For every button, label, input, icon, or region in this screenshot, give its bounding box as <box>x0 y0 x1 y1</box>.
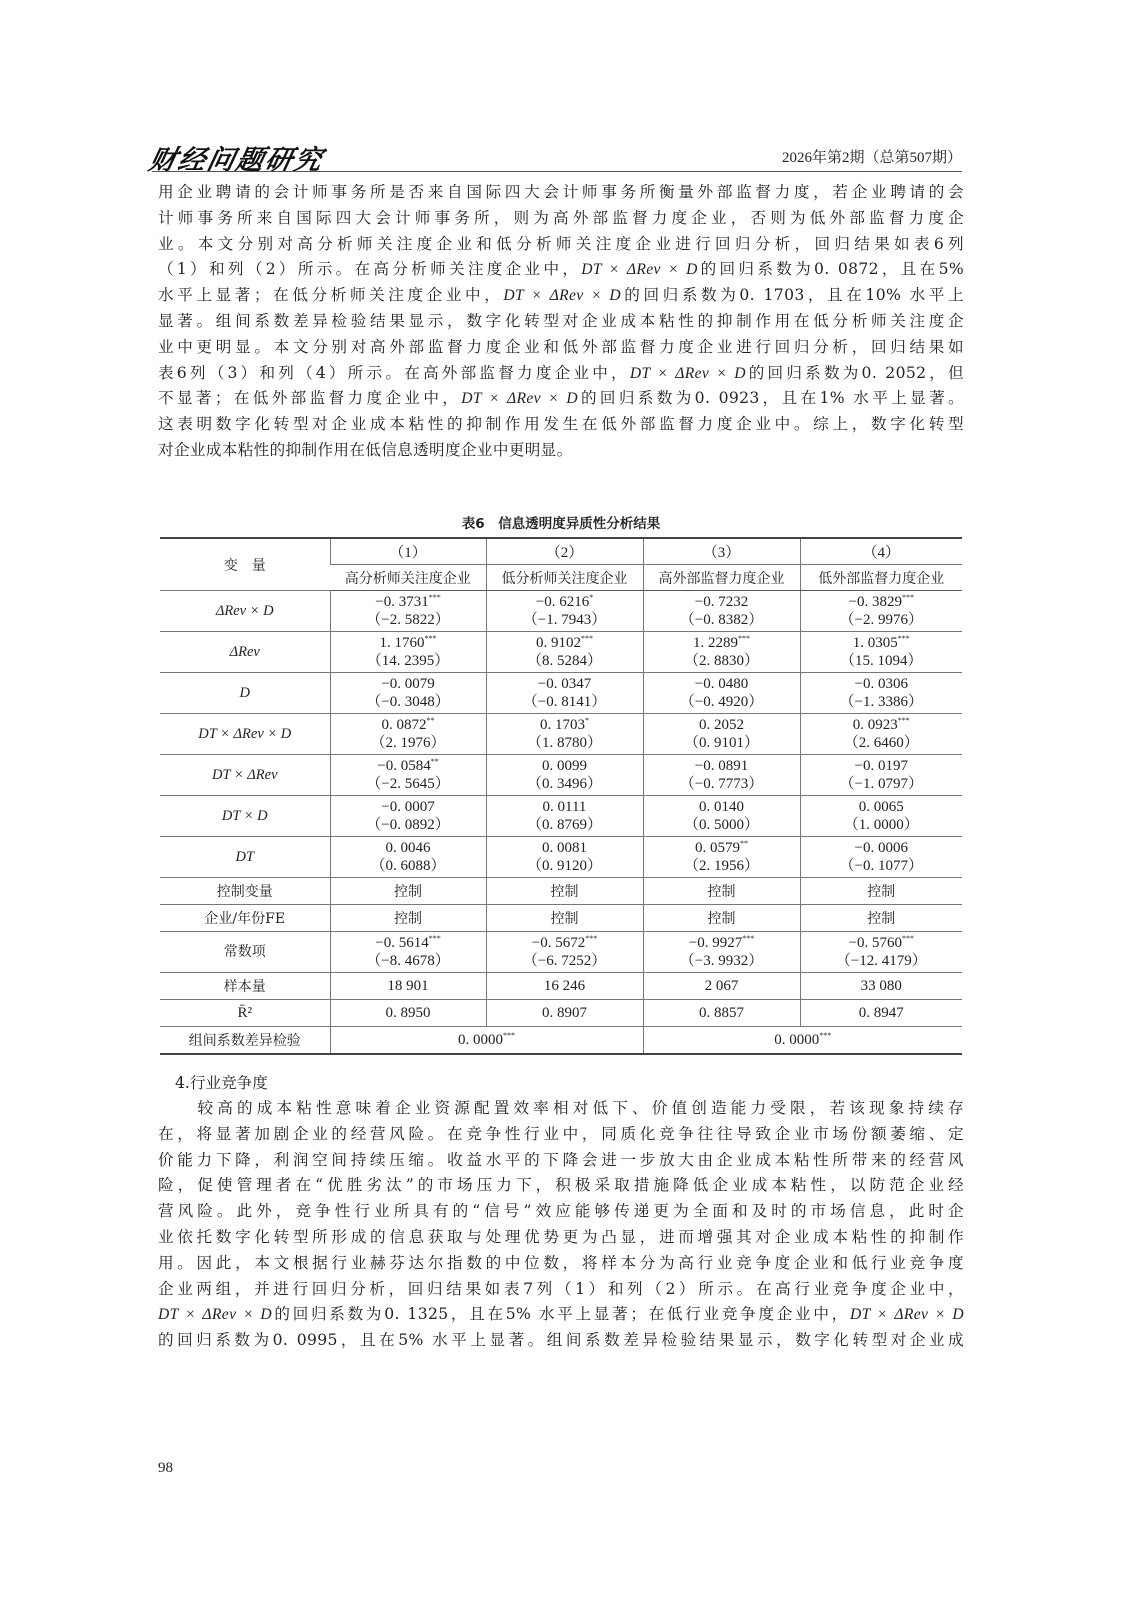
coef-cell <box>330 755 486 796</box>
table-row-diff-test <box>160 1027 962 1055</box>
text-segment: 显著。组间系数差异检验结果显示，数字化转型对企业成本粘性的抑制作用在低分析师关注度企 <box>158 311 964 330</box>
coef-value: −0. 3829 <box>848 594 902 610</box>
coef-cell <box>643 932 800 973</box>
coef-value: 0. 9102 <box>536 635 581 651</box>
value-cell: 0. 8947 <box>800 1000 962 1027</box>
column-group: 高外部监督力度企业 <box>643 565 800 591</box>
coef-value: 0. 2052 <box>699 717 744 733</box>
text-line <box>158 180 964 206</box>
coef-value: 0. 0923 <box>852 717 898 733</box>
coefficient <box>487 675 643 693</box>
t-statistic: （0. 9120） <box>526 858 602 874</box>
text-segment: 业中更明显。本文分别对高外部监督力度企业和低外部监督力度企业进行回归分析，回归结果如 <box>158 337 964 356</box>
text-line <box>158 232 964 258</box>
table-row <box>160 905 962 932</box>
t-statistic: （−0. 8382） <box>679 612 764 628</box>
significance-stars: *** <box>897 634 910 643</box>
math-expression: DT × ΔRev × D <box>503 287 622 305</box>
coef-value: −0. 0584 <box>377 758 431 774</box>
table-row-constant <box>160 932 962 973</box>
table-row <box>160 837 962 878</box>
significance-stars: *** <box>819 1030 832 1040</box>
table-row <box>160 714 962 755</box>
coefficient <box>487 839 643 857</box>
coef-value: 1. 1760 <box>379 635 425 651</box>
t-statistic: （2. 1976） <box>370 735 446 751</box>
significance-stars: * <box>589 593 594 602</box>
coef-value: 0. 0140 <box>699 799 744 815</box>
column-number: （4） <box>800 538 962 565</box>
text-line <box>158 361 964 387</box>
coefficient <box>644 593 800 611</box>
t-statistic: （−2. 5822） <box>366 612 450 628</box>
coef-cell <box>643 673 800 714</box>
math-expression: DT × ΔRev × D <box>158 1306 273 1324</box>
text-line <box>158 1277 964 1303</box>
text-segment: 营风险。此外，竞争性行业所具有的“信号”效应能够传递更为全面和及时的市场信息，此时企 <box>158 1202 964 1221</box>
math-expression: DT × ΔRev × D <box>581 261 698 279</box>
coef-value: 0. 0111 <box>542 799 587 815</box>
coef-value: −0. 5614 <box>375 935 429 951</box>
variable-label: DT × D <box>160 796 330 837</box>
coefficient <box>801 798 963 816</box>
diff-value: 0. 0000 <box>458 1031 503 1048</box>
control-cell: 控制 <box>800 905 962 932</box>
text-line <box>158 412 964 438</box>
column-number: （1） <box>330 538 486 565</box>
coefficient <box>331 798 486 816</box>
coef-cell <box>486 591 643 632</box>
control-cell: 控制 <box>330 878 486 905</box>
text-line <box>158 1173 964 1199</box>
section-heading: 4.行业竞争度 <box>175 1074 268 1092</box>
text-segment: 的回归系数为0. 1703，且在10% 水平上 <box>621 286 965 305</box>
t-statistic: （−12. 4179） <box>835 953 927 969</box>
t-statistic: （−0. 0892） <box>366 817 450 833</box>
text-segment: 用企业聘请的会计师事务所是否来自国际四大会计师事务所衡量外部监督力度，若企业聘请的会 <box>158 183 964 201</box>
significance-stars: ** <box>426 716 435 725</box>
control-cell: 控制 <box>643 878 800 905</box>
variable-label: 常数项 <box>160 932 330 973</box>
text-segment: 不显著；在低外部监督力度企业中， <box>158 389 462 408</box>
text-line <box>158 1251 964 1277</box>
t-statistic: （0. 6088） <box>370 858 446 874</box>
text-segment: 较高的成本粘性意味着企业资源配置效率相对低下、价值创造能力受限，若该现象持续存 <box>158 1099 964 1117</box>
text-segment: 的回归系数为0. 0923，且在1% 水平上显著。 <box>577 389 964 408</box>
significance-stars: *** <box>424 634 437 643</box>
significance-stars: *** <box>503 1030 515 1040</box>
table-row <box>160 755 962 796</box>
text-line <box>158 206 964 232</box>
significance-stars: *** <box>428 593 441 602</box>
coefficient <box>801 839 963 857</box>
t-statistic: （−3. 9932） <box>679 953 764 969</box>
column-group: 低外部监督力度企业 <box>800 565 962 591</box>
t-statistic: （−0. 4920） <box>679 694 764 710</box>
control-cell: 控制 <box>643 905 800 932</box>
text-line <box>158 1122 964 1148</box>
coef-value: −0. 7232 <box>694 594 749 610</box>
coef-cell <box>800 796 962 837</box>
value-cell: 0. 8857 <box>643 1000 800 1027</box>
text-segment: （1）和列（2）所示。在高分析师关注度企业中， <box>158 260 582 279</box>
coef-cell <box>486 796 643 837</box>
coef-value: −0. 9927 <box>688 935 743 951</box>
t-statistic: （2. 6460） <box>843 735 919 751</box>
coefficient <box>331 634 486 652</box>
coef-value: 1. 0305 <box>852 635 898 651</box>
t-statistic: （−6. 7252） <box>522 953 607 969</box>
coefficient <box>331 716 486 734</box>
t-statistic: （0. 9101） <box>683 735 759 751</box>
text-line <box>158 1225 964 1251</box>
coef-value: 0. 0099 <box>542 758 587 774</box>
coefficient <box>331 839 486 857</box>
coefficient <box>644 839 800 857</box>
coef-cell <box>330 837 486 878</box>
significance-stars: ** <box>740 839 748 848</box>
variable-label: DT × ΔRev × D <box>160 714 330 755</box>
coef-value: −0. 0006 <box>854 840 908 856</box>
significance-stars: *** <box>738 634 750 643</box>
math-expression: DT × ΔRev × D <box>629 364 746 382</box>
variable-label: 控制变量 <box>160 878 330 905</box>
variable-label: 组间系数差异检验 <box>160 1027 330 1055</box>
text-line <box>158 438 964 464</box>
control-cell: 控制 <box>800 878 962 905</box>
text-segment: 水平上显著；在低分析师关注度企业中， <box>158 286 504 305</box>
table-row <box>160 878 962 905</box>
coefficient <box>487 593 643 611</box>
variable-label: ΔRev <box>160 632 330 673</box>
coef-cell <box>643 591 800 632</box>
t-statistic: （−2. 5645） <box>366 776 450 792</box>
coefficient <box>331 757 486 775</box>
t-statistic: （2. 1956） <box>683 858 759 874</box>
coefficient <box>487 634 643 652</box>
table-row <box>160 632 962 673</box>
journal-logo: 财经问题研究 <box>146 145 327 176</box>
text-segment: 这表明数字化转型对企业成本粘性的抑制作用发生在低外部监督力度企业中。综上，数字化转型 <box>158 415 964 434</box>
text-line <box>158 335 964 361</box>
coef-cell <box>800 714 962 755</box>
coefficient <box>331 675 486 693</box>
significance-stars: *** <box>585 934 598 943</box>
text-line <box>158 1148 964 1174</box>
paragraph-1 <box>158 180 964 464</box>
coef-cell <box>800 837 962 878</box>
t-statistic: （2. 8830） <box>683 653 759 669</box>
issue-info: 2026年第2期（总第507期） <box>781 150 962 166</box>
text-segment: 业。本文分别对高分析师关注度企业和低分析师关注度企业进行回归分析，回归结果如表6列 <box>158 234 964 253</box>
t-statistic: （0. 8769） <box>526 817 602 833</box>
coef-cell <box>330 591 486 632</box>
coefficient <box>644 634 800 652</box>
t-statistic: （−2. 9976） <box>839 612 923 628</box>
coef-cell <box>486 755 643 796</box>
t-statistic: （15. 1094） <box>839 653 923 669</box>
column-number: （3） <box>643 538 800 565</box>
text-line <box>158 257 964 283</box>
variable-label: DT × ΔRev <box>160 755 330 796</box>
value-cell: 0. 8907 <box>486 1000 643 1027</box>
coef-cell <box>330 714 486 755</box>
coef-cell <box>643 837 800 878</box>
coef-cell <box>486 632 643 673</box>
coef-cell <box>643 632 800 673</box>
t-statistic: （1. 8780） <box>526 735 602 751</box>
significance-stars: *** <box>581 634 593 643</box>
coef-cell <box>643 796 800 837</box>
text-segment: 计师事务所来自国际四大会计师事务所，则为高外部监督力度企业，否则为低外部监督力度企 <box>158 208 964 227</box>
coef-value: −0. 0197 <box>854 758 908 774</box>
value-cell: 2 067 <box>643 973 800 1000</box>
coefficient <box>801 934 963 952</box>
coefficient <box>801 716 963 734</box>
coef-value: −0. 0891 <box>694 758 749 774</box>
significance-stars: *** <box>901 934 914 943</box>
diff-test-cell <box>643 1027 962 1055</box>
coef-cell <box>330 673 486 714</box>
coefficient <box>644 798 800 816</box>
text-segment: 的回归系数为0. 2052，但 <box>745 363 964 382</box>
coefficient <box>644 934 800 952</box>
coef-cell <box>800 632 962 673</box>
coefficient <box>487 716 643 734</box>
table-row <box>160 796 962 837</box>
text-segment: 在，将显著加剧企业的经营风险。在竞争性行业中，同质化竞争往往导致企业市场份额萎缩、定 <box>158 1124 964 1143</box>
significance-stars: * <box>585 716 589 725</box>
coef-value: −0. 0306 <box>854 676 908 692</box>
t-statistic: （−1. 3386） <box>839 694 923 710</box>
value-cell: 16 246 <box>486 973 643 1000</box>
coef-value: 0. 0046 <box>385 840 431 856</box>
coef-value: −0. 6216 <box>535 594 590 610</box>
table-row <box>160 591 962 632</box>
value-cell: 33 080 <box>800 973 962 1000</box>
coef-value: −0. 0347 <box>537 676 592 692</box>
text-line <box>158 283 964 309</box>
coef-value: −0. 0480 <box>694 676 749 692</box>
coefficient <box>331 934 486 952</box>
text-segment: 表6列（3）和列（4）所示。在高外部监督力度企业中， <box>158 363 630 382</box>
t-statistic: （−0. 1077） <box>839 858 923 874</box>
t-statistic: （1. 0000） <box>843 817 919 833</box>
text-segment: 用。因此，本文根据行业赫芬达尔指数的中位数，将样本分为高行业竞争度企业和低行业竞争度 <box>158 1253 964 1272</box>
coef-value: 0. 1703 <box>540 717 585 733</box>
text-line <box>158 1096 964 1122</box>
page-number: 98 <box>158 1460 173 1476</box>
table-6 <box>160 537 962 1055</box>
text-segment: 企业两组，并进行回归分析，回归结果如表7列（1）和列（2）所示。在高行业竞争度企业中， <box>158 1279 964 1298</box>
coefficient <box>801 634 963 652</box>
coefficient <box>801 757 963 775</box>
coefficient <box>644 716 800 734</box>
control-cell: 控制 <box>486 878 643 905</box>
math-expression: DT × ΔRev × D <box>849 1306 964 1324</box>
table-row-n-row <box>160 973 962 1000</box>
t-statistic: （−1. 0797） <box>839 776 923 792</box>
variable-label: R̄² <box>160 1000 330 1027</box>
column-group: 低分析师关注度企业 <box>486 565 643 591</box>
coef-value: 0. 0065 <box>858 799 904 815</box>
text-segment: 的回归系数为0. 1325，且在5% 水平上显著；在低行业竞争度企业中， <box>272 1305 850 1324</box>
text-segment: 险，促使管理者在“优胜劣汰”的市场压力下，积极采取措施降低企业成本粘性，以防范企业经 <box>158 1176 964 1195</box>
coef-cell <box>643 714 800 755</box>
coefficient <box>331 593 486 611</box>
header-row-numbers <box>160 538 962 565</box>
coefficient <box>801 675 963 693</box>
coef-cell <box>486 932 643 973</box>
t-statistic: （8. 5284） <box>526 653 602 669</box>
t-statistic: （0. 3496） <box>526 776 602 792</box>
coef-cell <box>800 755 962 796</box>
coef-cell <box>800 673 962 714</box>
diff-value: 0. 0000 <box>774 1031 820 1048</box>
coef-cell <box>800 591 962 632</box>
column-number: （2） <box>486 538 643 565</box>
coef-value: −0. 5760 <box>848 935 902 951</box>
significance-stars: *** <box>901 593 914 602</box>
text-segment: 业依托数字化转型所形成的信息获取与处理优势更为凸显，进而增强其对企业成本粘性的抑制作 <box>158 1227 964 1246</box>
t-statistic: （−1. 7943） <box>522 612 607 628</box>
text-line <box>158 1199 964 1225</box>
column-group: 高分析师关注度企业 <box>330 565 486 591</box>
coefficient <box>487 934 643 952</box>
control-cell: 控制 <box>486 905 643 932</box>
coef-value: −0. 0007 <box>381 799 435 815</box>
table-row-r2-row <box>160 1000 962 1027</box>
coefficient <box>644 757 800 775</box>
coefficient <box>644 675 800 693</box>
coef-value: 0. 0872 <box>381 717 427 733</box>
diff-test-cell <box>330 1027 643 1055</box>
t-statistic: （−0. 3048） <box>366 694 450 710</box>
t-statistic: （14. 2395） <box>366 653 450 669</box>
coef-cell <box>486 673 643 714</box>
coef-value: 1. 2289 <box>693 635 738 651</box>
coef-cell <box>800 932 962 973</box>
coef-cell <box>486 714 643 755</box>
text-line <box>158 386 964 412</box>
coefficient <box>487 798 643 816</box>
coef-cell <box>643 755 800 796</box>
variable-label: 样本量 <box>160 973 330 1000</box>
t-statistic: （−0. 8141） <box>522 694 607 710</box>
coef-value: −0. 5672 <box>531 935 586 951</box>
text-segment: 对企业成本粘性的抑制作用在低信息透明度企业中更明显。 <box>158 440 573 459</box>
value-cell: 0. 8950 <box>330 1000 486 1027</box>
significance-stars: *** <box>897 716 910 725</box>
text-line <box>158 309 964 335</box>
paragraph-2 <box>158 1096 964 1354</box>
coef-value: 0. 0081 <box>542 840 587 856</box>
variable-label: ΔRev × D <box>160 591 330 632</box>
t-statistic: （−0. 7773） <box>679 776 764 792</box>
coef-cell <box>330 632 486 673</box>
coef-value: 0. 0579 <box>695 840 740 856</box>
math-expression: DT × ΔRev × D <box>461 390 578 408</box>
table-row <box>160 673 962 714</box>
value-cell: 18 901 <box>330 973 486 1000</box>
text-line <box>158 1328 964 1354</box>
variable-header: 变 量 <box>160 538 330 591</box>
text-segment: 的回归系数为0. 0995，且在5% 水平上显著。组间系数差异检验结果显示，数字化转型对企业成 <box>158 1331 964 1350</box>
variable-label: D <box>160 673 330 714</box>
header-rule <box>152 171 962 172</box>
coefficient <box>801 593 963 611</box>
text-segment: 价能力下降，利润空间持续压缩。收益水平的下降会进一步放大由企业成本粘性所带来的经营风 <box>158 1150 964 1169</box>
significance-stars: ** <box>430 757 439 766</box>
coef-cell <box>330 796 486 837</box>
text-line <box>158 1302 964 1328</box>
coef-value: −0. 3731 <box>375 594 429 610</box>
text-segment: 的回归系数为0. 0872，且在5% <box>697 260 965 279</box>
coefficient <box>487 757 643 775</box>
t-statistic: （0. 5000） <box>683 817 759 833</box>
coef-cell <box>330 932 486 973</box>
significance-stars: *** <box>428 934 441 943</box>
variable-label: 企业/年份FE <box>160 905 330 932</box>
control-cell: 控制 <box>330 905 486 932</box>
table-title: 表6 信息透明度异质性分析结果 <box>461 516 661 532</box>
t-statistic: （−8. 4678） <box>366 953 450 969</box>
significance-stars: *** <box>742 934 755 943</box>
variable-label: DT <box>160 837 330 878</box>
coef-cell <box>486 837 643 878</box>
coef-value: −0. 0079 <box>381 676 435 692</box>
